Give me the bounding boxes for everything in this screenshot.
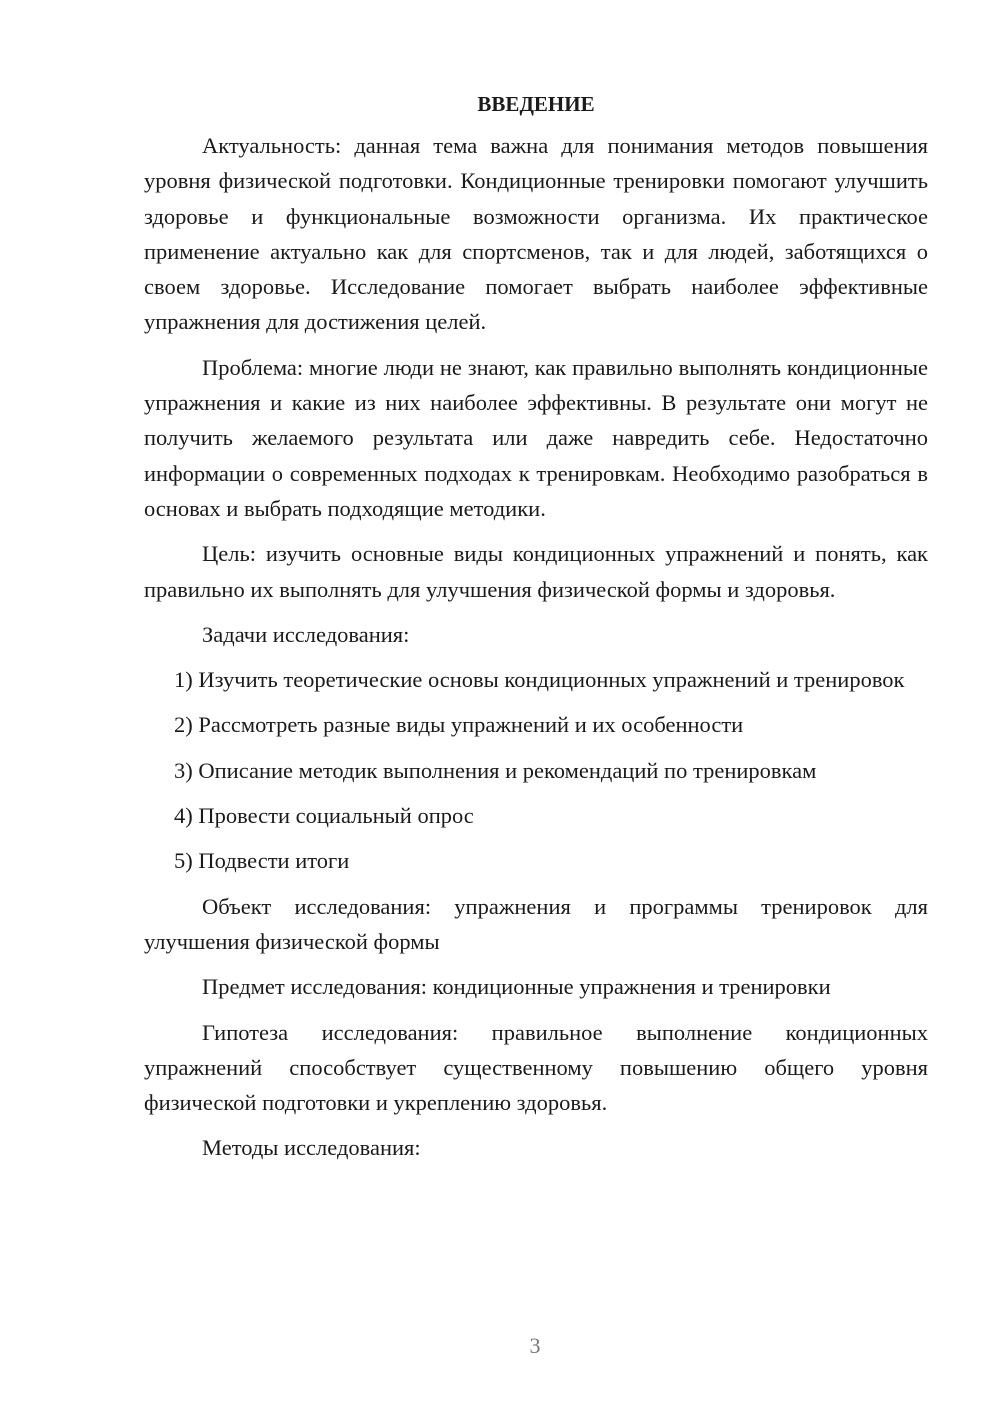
subject-paragraph: Предмет исследования: кондиционные упражнения и тренировки [202,974,831,1000]
task-item-1: 1) Изучить теоретические основы кондиционных упражнений и тренировок [174,667,905,693]
page-title: ВВЕДЕНИЕ [477,92,595,116]
methods-heading: Методы исследования: [202,1135,421,1161]
task-item-2: 2) Рассмотреть разные виды упражнений и их особенности [174,712,744,738]
relevance-paragraph: Актуальность: данная тема важна для понимания методов повышения уровня физической подготовки. Кондиционные тренировки помогают улучшить здоровье и функциональные возможности организма. Их практическое применение актуально как для спортсменов, так и для людей, заботящихся о своем здоровье. Исследование помогает выбрать наиболее эффективные упражнения для достижения целей. [144,133,928,335]
goal-paragraph: Цель: изучить основные виды кондиционных упражнений и понять, как правильно их выполнять для улучшения физической формы и здоровья. [144,541,928,602]
problem-paragraph: Проблема: многие люди не знают, как правильно выполнять кондиционные упражнения и какие из них наиболее эффективны. В результате они могут не получить желаемого результата или даже навредить себе. Недостаточно информации о современных подходах к тренировкам. Необходимо разобраться в основах и выбрать подходящие методики. [144,354,928,521]
page-number: 3 [529,1333,541,1358]
hypothesis-paragraph: Гипотеза исследования: правильное выполнение кондиционных упражнений способствует существенному повышению общего уровня физической подготовки и укреплению здоровья. [144,1019,928,1116]
document-page [144,88,928,1176]
task-item-5: 5) Подвести итоги [174,848,350,874]
task-item-4: 4) Провести социальный опрос [174,803,474,829]
object-paragraph: Объект исследования: упражнения и программы тренировок для улучшения физической формы [144,893,928,954]
task-item-3: 3) Описание методик выполнения и рекомендаций по тренировкам [174,757,817,783]
tasks-heading: Задачи исследования: [202,621,410,647]
